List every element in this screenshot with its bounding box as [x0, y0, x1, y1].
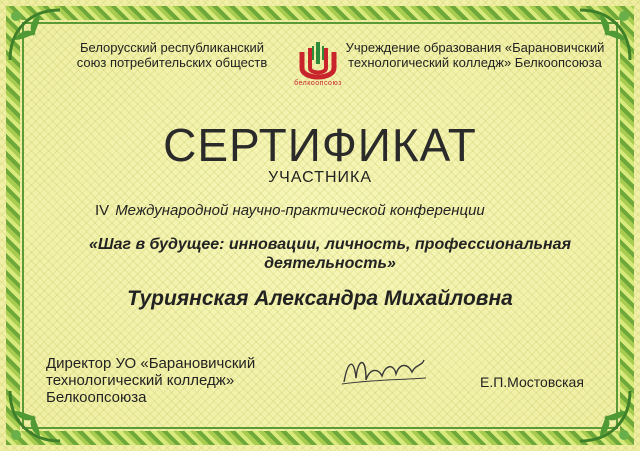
director-title: Директор УО «Барановичский технологический колледж» Белкоопсоюза	[46, 355, 256, 406]
issuer-right: Учреждение образования «Барановичский технологический колледж» Белкоопсоюза	[345, 40, 605, 70]
corner-ornament-icon	[570, 381, 640, 451]
conference-line	[95, 202, 565, 219]
corner-ornament-icon	[0, 0, 70, 70]
conference-theme: «Шаг в будущее: инновации, личность, профессиональная деятельность»	[89, 236, 571, 272]
certificate-subtitle: УЧАСТНИКА	[268, 169, 372, 186]
conference-number: IV	[95, 202, 110, 219]
logo-caption: белкоопсоюз	[294, 80, 342, 87]
issuer-left: Белорусский республиканский союз потребительских обществ	[76, 40, 268, 70]
certificate-title: СЕРТИФИКАТ	[163, 119, 477, 171]
participant-name: Туриянская Александра Михайловна	[127, 287, 513, 310]
conference-name: Международной научно-практической конференции	[115, 202, 485, 219]
signer-name: Е.П.Мостовская	[480, 374, 584, 390]
signature-icon	[338, 350, 428, 390]
